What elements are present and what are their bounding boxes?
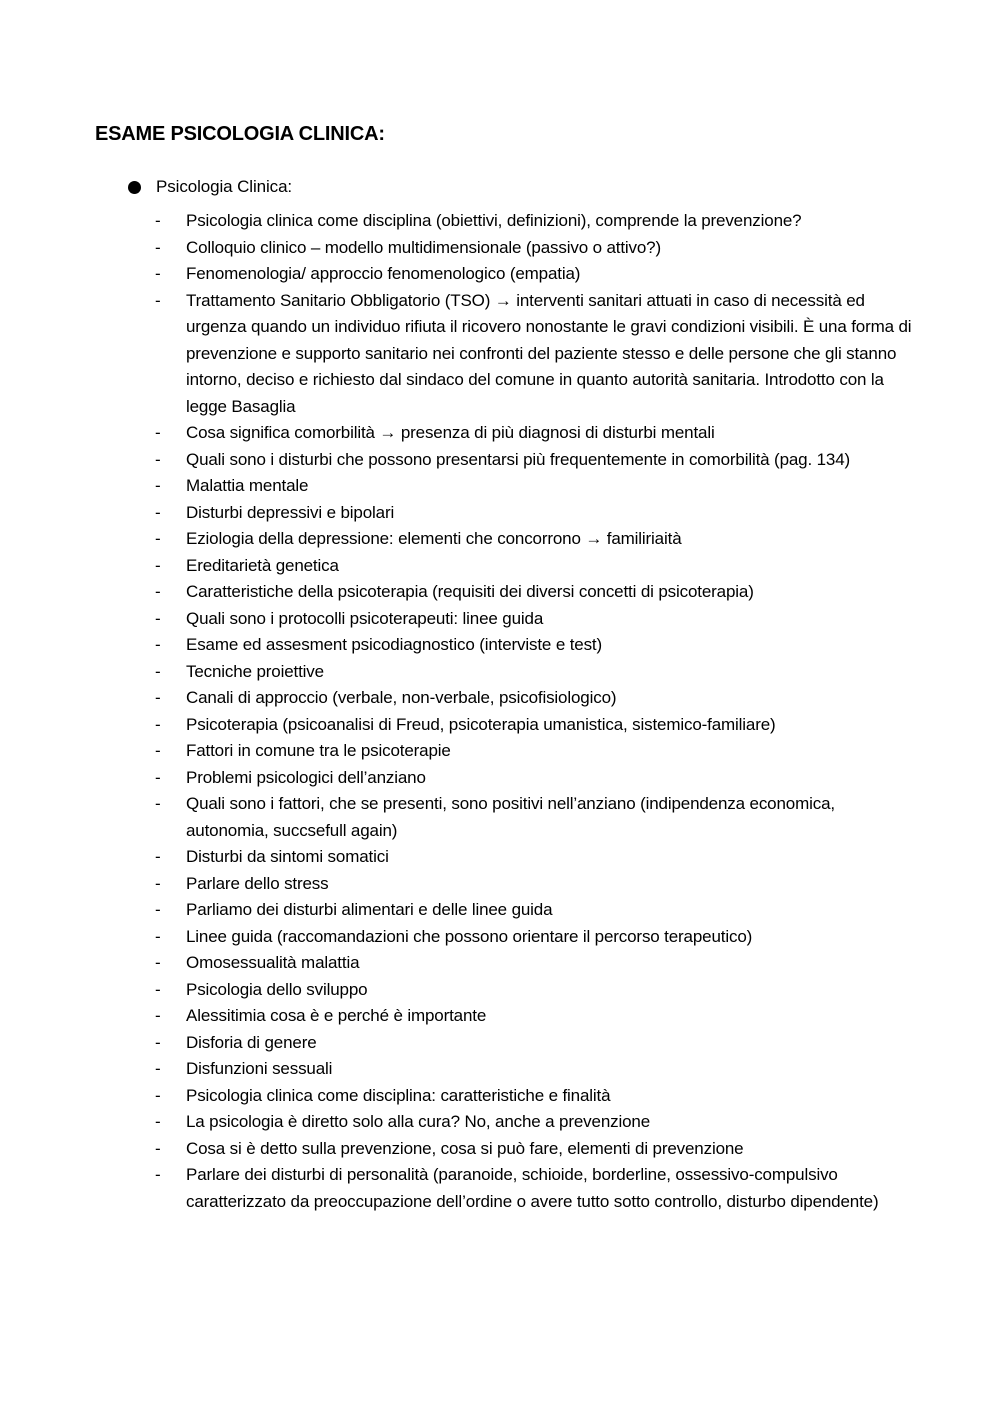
document-title: ESAME PSICOLOGIA CLINICA: xyxy=(95,123,385,145)
list-item-text: Cosa si è detto sulla prevenzione, cosa si può fare, elementi di prevenzione xyxy=(186,1138,744,1158)
dash-bullet: - xyxy=(155,635,161,654)
dash-bullet: - xyxy=(155,237,161,257)
list-item xyxy=(128,1083,916,1110)
dash-bullet: - xyxy=(155,847,161,866)
list-item xyxy=(128,447,916,474)
dash-bullet: - xyxy=(155,449,161,469)
list-item xyxy=(128,261,916,288)
dash-bullet: - xyxy=(155,211,161,230)
dash-bullet: - xyxy=(155,794,161,813)
list-item-text: Psicoterapia (psicoanalisi di Freud, psicoterapia umanistica, sistemico-familiare) xyxy=(186,714,776,734)
list-item xyxy=(128,1136,916,1163)
dash-bullet: - xyxy=(155,1112,161,1131)
list-item xyxy=(128,844,916,871)
dash-bullet: - xyxy=(155,582,161,601)
list-item xyxy=(128,288,916,421)
list-item-text: Esame ed assesment psicodiagnostico (interviste e test) xyxy=(186,635,603,654)
list-item-text: Disfunzioni sessuali xyxy=(186,1059,333,1078)
list-item xyxy=(128,473,916,500)
section-psicologia-clinica xyxy=(128,174,918,1215)
section-heading xyxy=(128,174,918,200)
dash-bullet: - xyxy=(155,1085,161,1105)
list-item xyxy=(128,606,916,633)
list-item-text: Psicologia dello sviluppo xyxy=(186,979,368,999)
list-item-text: Ereditarietà genetica xyxy=(186,555,339,575)
list-item xyxy=(128,579,916,606)
list-item-text: Omosessualità malattia xyxy=(186,953,360,972)
list-item xyxy=(128,871,916,898)
list-item-text: Fattori in comune tra le psicoterapie xyxy=(186,741,451,760)
list-item-text: Malattia mentale xyxy=(186,476,309,495)
list-item-text: Parlare dello stress xyxy=(186,873,329,893)
list-item xyxy=(128,897,916,924)
list-item xyxy=(128,712,916,739)
list-item xyxy=(128,791,916,844)
list-item xyxy=(128,924,916,951)
list-item-text: Disforia di genere xyxy=(186,1032,317,1052)
list-item xyxy=(128,632,916,659)
dash-bullet: - xyxy=(155,926,161,946)
list-item-text: Problemi psicologici dell’anziano xyxy=(186,767,426,787)
list-item-text: Alessitimia cosa è e perché è importante xyxy=(186,1006,487,1025)
list-item-text: Psicologia clinica come disciplina: caratteristiche e finalità xyxy=(186,1085,611,1105)
list-item xyxy=(128,420,916,447)
dash-bullet: - xyxy=(155,1006,161,1025)
topic-list xyxy=(128,208,918,1215)
list-item xyxy=(128,1162,916,1215)
dash-bullet: - xyxy=(155,1059,161,1078)
dash-bullet: - xyxy=(155,661,161,681)
list-item xyxy=(128,1030,916,1057)
list-item xyxy=(128,1003,916,1030)
list-item-text: Linee guida (raccomandazioni che possono orientare il percorso terapeutico) xyxy=(186,926,753,946)
list-item-text: Quali sono i protocolli psicoterapeuti: linee guida xyxy=(186,608,544,628)
dash-bullet: - xyxy=(155,502,161,522)
list-item-text: Psicologia clinica come disciplina (obiettivi, definizioni), comprende la prevenzione? xyxy=(186,211,802,230)
dash-bullet: - xyxy=(155,900,161,919)
list-item-text: Colloquio clinico – modello multidimensionale (passivo o attivo?) xyxy=(186,237,661,257)
list-item xyxy=(128,950,916,977)
dash-bullet: - xyxy=(155,741,161,760)
dash-bullet: - xyxy=(155,608,161,628)
list-item-text: Canali di approccio (verbale, non-verbale, psicofisiologico) xyxy=(186,688,617,707)
dash-bullet: - xyxy=(155,529,161,548)
dash-bullet: - xyxy=(155,264,161,283)
list-item xyxy=(128,765,916,792)
list-item-text: Disturbi depressivi e bipolari xyxy=(186,502,395,522)
dash-bullet: - xyxy=(155,688,161,707)
list-item-text: Trattamento Sanitario Obbligatorio (TSO) → interventi sanitari attuati in caso di necessità ed urgenza quando un individuo rifiuta il ricovero nonostante le gravi condizioni visibili. È una forma di prevenzione e supporto sanitario nei confronti del paziente stesso e delle persone che gli stanno intorno, deciso e richiesto dal sindaco del comune in quanto autorità sanitaria. Introdotto con la legge Basaglia xyxy=(186,290,912,416)
list-item xyxy=(128,977,916,1004)
dash-bullet: - xyxy=(155,1032,161,1052)
list-item xyxy=(128,685,916,712)
list-item-text: Disturbi da sintomi somatici xyxy=(186,847,389,866)
dash-bullet: - xyxy=(155,1165,161,1184)
dash-bullet: - xyxy=(155,953,161,972)
dash-bullet: - xyxy=(155,555,161,575)
list-item-text: La psicologia è diretto solo alla cura? No, anche a prevenzione xyxy=(186,1112,651,1131)
list-item xyxy=(128,526,916,553)
list-item xyxy=(128,659,916,686)
dash-bullet: - xyxy=(155,1138,161,1158)
list-item-text: Cosa significa comorbilità → presenza di più diagnosi di disturbi mentali xyxy=(186,423,715,442)
list-item-text: Eziologia della depressione: elementi che concorrono → familiriaità xyxy=(186,529,682,548)
dash-bullet: - xyxy=(155,873,161,893)
dash-bullet: - xyxy=(155,423,161,442)
list-item xyxy=(128,1056,916,1083)
list-item-text: Caratteristiche della psicoterapia (requisiti dei diversi concetti di psicoterapia) xyxy=(186,582,754,601)
list-item xyxy=(128,738,916,765)
section-label: Psicologia Clinica: xyxy=(156,177,293,196)
list-item-text: Parliamo dei disturbi alimentari e delle linee guida xyxy=(186,900,553,919)
dash-bullet: - xyxy=(155,476,161,495)
list-item-text: Tecniche proiettive xyxy=(186,661,324,681)
list-item-text: Parlare dei disturbi di personalità (paranoide, schioide, borderline, ossessivo-compulsivo caratterizzato da preoccupazione dell’ordine o avere tutto sotto controllo, disturbo dipendente) xyxy=(186,1165,879,1211)
list-item xyxy=(128,500,916,527)
list-item-text: Quali sono i disturbi che possono presentarsi più frequentemente in comorbilità (pag. 134) xyxy=(186,449,851,469)
bullet-dot-icon xyxy=(128,181,141,194)
list-item-text: Fenomenologia/ approccio fenomenologico (empatia) xyxy=(186,264,581,283)
dash-bullet: - xyxy=(155,290,161,310)
list-item-text: Quali sono i fattori, che se presenti, sono positivi nell’anziano (indipendenza economica, autonomia, succsefull again) xyxy=(186,794,835,840)
list-item xyxy=(128,1109,916,1136)
list-item xyxy=(128,235,916,262)
list-item xyxy=(128,553,916,580)
list-item xyxy=(128,208,916,235)
dash-bullet: - xyxy=(155,979,161,999)
dash-bullet: - xyxy=(155,767,161,787)
dash-bullet: - xyxy=(155,714,161,734)
